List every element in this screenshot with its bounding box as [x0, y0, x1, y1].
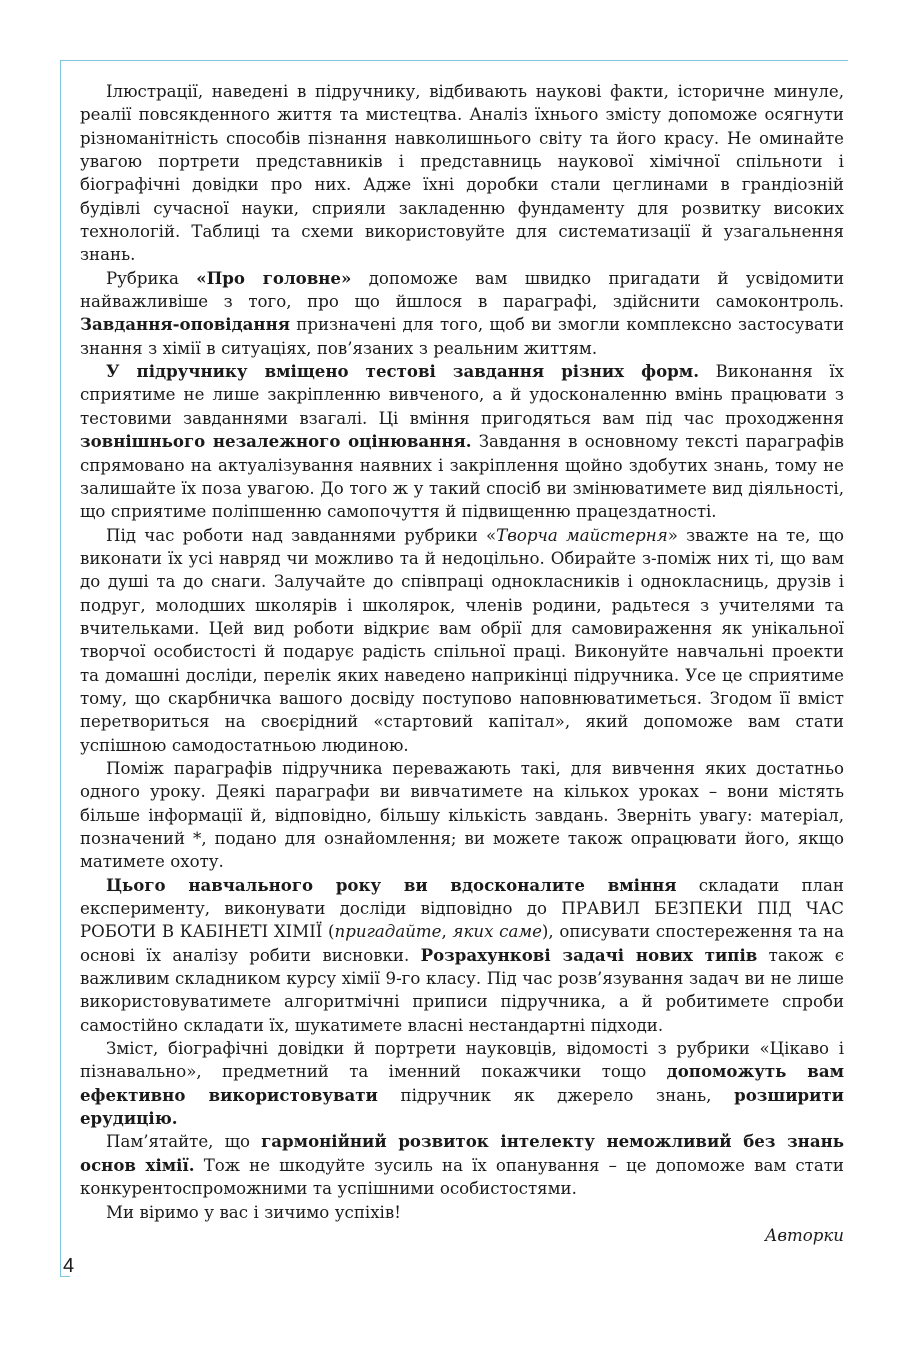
- paragraph-text: Під час роботи над завданнями рубрики «: [106, 525, 497, 545]
- paragraph-lessons: [80, 757, 844, 874]
- bold-phrase: Цього навчального року ви вдосконалите вміння: [106, 874, 677, 895]
- preface-text: [80, 80, 844, 1224]
- paragraph-text: Виконання їх сприятиме не лише закріпленню вивченого, а й удосконаленню вмінь працювати з тестовими завданнями взагалі. Ці вміння пригодяться вам під час проходження: [80, 362, 844, 428]
- page-frame-top-rule: [60, 60, 848, 61]
- bold-phrase: «Про головне»: [196, 267, 352, 288]
- bold-phrase: Розрахункові задачі нових типів: [420, 944, 758, 965]
- paragraph-text: ), описувати спостереження та на основі їх аналізу робити висновки.: [80, 922, 845, 965]
- page-frame-left-rule: [60, 60, 61, 1276]
- paragraph-text: допоможе вам швидко пригадати й усвідомити найважливіше з того, про що йшлося в параграфі, здійснити самоконтроль.: [80, 268, 845, 312]
- italic-phrase: пригадайте: [334, 922, 442, 942]
- paragraph-skills: [80, 874, 844, 1037]
- paragraph-text: » зважте на те, що виконати їх усі навряд чи можливо та й недоцільно. Обирайте з-поміж них ті, що вам до душі та до снаги. Залучайте до співпраці однокласників і однокласниць, друзів і подруг, молодших школярів і школярок, членів родини, радьтеся з учителями та вчительками. Цей вид роботи відкриє вам обрії для самовираження як унікальної творчої особистості й подарує радість спільної праці. Виконуйте навчальні проекти та домашні досліди, перелік яких наведено наприкінці підручника. Усе це сприятиме тому, що скарбничка вашого досвіду поступово наповнюватиметься. Згодом її вміст перетвориться на своєрідний «стартовий капітал», який допоможе вам стати успішною самодостатньою людиною.: [80, 525, 844, 755]
- paragraph-contents: [80, 1037, 844, 1130]
- italic-phrase: яких саме: [452, 922, 542, 942]
- paragraph-rubric-main: [80, 267, 844, 360]
- paragraph-text: Рубрика: [106, 268, 197, 288]
- authors-signature: Авторки: [764, 1226, 844, 1245]
- paragraph-remember: [80, 1130, 844, 1200]
- paragraph-text: Ілюстрації, наведені в підручнику, відбивають наукові факти, історичне минуле, реалії повсякденного життя та мистецтва. Аналіз їхнього змісту допоможе осягнути різноманітність способів пізнання навколишнього світу та його красу. Не оминайте увагою портрети представників і представниць наукової хімічної спільноти і біографічні довідки про них. Адже їхні доробки стали цеглинами в грандіозній будівлі сучасної науки, сприяли закладенню фундаменту для розвитку високих технологій. Таблиці та схеми використовуйте для систематизації й узагальнення знань.: [80, 82, 844, 265]
- paragraph-text: Тож не шкодуйте зусиль на їх опанування – це допоможе вам стати конкурентоспроможними та успішними особистостями.: [80, 1155, 844, 1199]
- paragraph-illustrations: [80, 80, 844, 267]
- bold-phrase: Завдання-оповідання: [80, 314, 290, 335]
- paragraph-creative-workshop: [80, 524, 844, 757]
- paragraph-text: також є важливим складником курсу хімії 9-го класу. Під час розв’язування задач ви не лише використовуватимете алгоритмічні приписи підручника, а й робитимете спроби самостійно складати їх, шукатимете власні нестандартні підходи.: [80, 945, 844, 1035]
- paragraph-text: Зміст, біографічні довідки й портрети науковців, відомості з рубрики «Цікаво і пізнавально», предметний та іменний покажчики тощо: [80, 1039, 844, 1082]
- paragraph-text: Поміж параграфів підручника переважають такі, для вивчення яких достатньо одного уроку. Деякі параграфи ви вивчатимете на кількох уроках – вони містять більше інформації й, відповідно, більшу кількість завдань. Зверніть увагу: матеріал, позначений *, подано для ознайомлення; ви можете також опрацювати його, якщо матимете охоту.: [80, 758, 844, 872]
- bold-phrase: допоможуть вам ефективно використовувати: [80, 1061, 844, 1105]
- paragraph-text: підручник як джерело знань,: [377, 1085, 735, 1105]
- bold-phrase: У підручнику вміщено тестові завдання різних форм.: [106, 361, 699, 382]
- paragraph-closing: [80, 1201, 844, 1224]
- paragraph-text: Ми віримо у вас і зичимо успіхів!: [106, 1202, 401, 1222]
- paragraph-text: складати план експерименту, виконувати досліди відповідно до ПРАВИЛ БЕЗПЕКИ ПІД ЧАС РОБОТИ В КАБІНЕТІ ХІМІЇ (: [80, 875, 844, 942]
- paragraph-text: ,: [441, 922, 453, 942]
- bold-phrase: зовнішнього незалежного оцінювання.: [80, 431, 472, 452]
- paragraph-text: Завдання в основному тексті параграфів спрямовано на актуалізування наявних і закріплення щойно здобутих знань, тому не залишайте їх поза увагою. До того ж у такий спосіб ви змінюватимете вид діяльності, що сприятиме поліпшенню самопочуття й підвищенню працездатності.: [80, 432, 844, 522]
- italic-phrase: Творча майстерня: [496, 525, 668, 545]
- paragraph-tests: [80, 360, 844, 523]
- bold-phrase: розширити ерудицію.: [80, 1084, 844, 1129]
- paragraph-text: призначені для того, щоб ви змогли комплексно застосувати знання з хімії в ситуаціях, пов’язаних з реальним життям.: [80, 315, 844, 358]
- bold-phrase: гармонійний розвиток інтелекту неможливий без знань основ хімії.: [80, 1131, 844, 1175]
- page-number: 4: [63, 1255, 75, 1277]
- paragraph-text: Пам’ятайте, що: [106, 1132, 262, 1152]
